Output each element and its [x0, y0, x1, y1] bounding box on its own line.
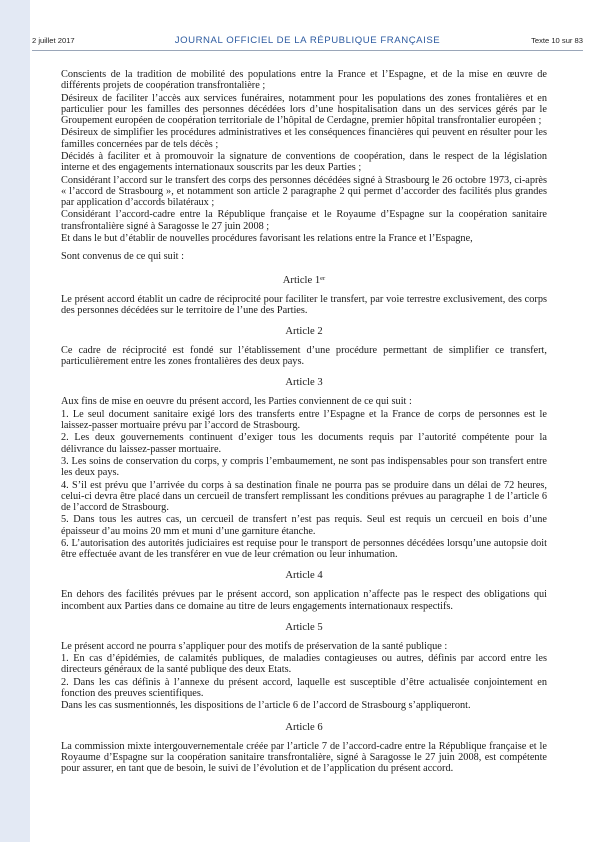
- article-4-heading: Article 4: [285, 570, 323, 582]
- article-3-paragraph: 5. Dans tous les autres cas, un cercueil de transfert n’est pas requis. Seul est requis un cercueil en bois d’une épaisseur d’au moins 20 mm et muni d’une garniture étanche.: [61, 514, 547, 537]
- preamble-paragraph: Désireux de faciliter l’accès aux services funéraires, notamment pour les populations des zones frontalières et en particulier pour les familles des personnes décédées lors d’une hospitalisation dans un des services gérés par le Groupement européen de coopération territoriale de l’hôpital de Cerdagne, premier hôpital transfrontalier européen ;: [61, 92, 547, 126]
- article-3-paragraph: 2. Les deux gouvernements continuent d’exiger tous les documents requis par l’autorité compétente pour la délivrance du laissez-passer mortuaire.: [61, 432, 547, 455]
- article-6-heading: Article 6: [285, 721, 323, 733]
- article-3-paragraph: 1. Le seul document sanitaire exigé lors des transferts entre l’Espagne et la France de corps de personnes est le laissez-passer mortuaire prévu par l’accord de Strasbourg.: [61, 408, 547, 431]
- article-5-paragraph: 2. Dans les cas définis à l’annexe du présent accord, laquelle est susceptible d’être actualisée conjointement en fonction des preuves scientifiques.: [61, 676, 547, 699]
- article-3-paragraph: Aux fins de mise en oeuvre du présent accord, les Parties conviennent de ce qui suit :: [61, 396, 412, 408]
- document-body: [61, 69, 547, 775]
- agreement-statement: Sont convenus de ce qui suit :: [61, 251, 184, 263]
- preamble-paragraph: Désireux de simplifier les procédures administratives et les conséquences financières qui peuvent en résulter pour les familles concernées par de tels décès ;: [61, 127, 547, 150]
- article-4-paragraph: En dehors des facilités prévues par le présent accord, son application n’affecte pas le respect des obligations qui incombent aux Parties dans ce domaine au titre de leurs engagements internationaux respectifs.: [61, 589, 547, 612]
- article-3-paragraph: 3. Les soins de conservation du corps, y compris l’embaumement, ne sont pas indispensables pour son transfert entre les deux pays.: [61, 455, 547, 479]
- preamble-paragraph: Décidés à faciliter et à promouvoir la signature de conventions de coopération, dans le respect de la législation interne et des engagements internationaux souscrits par les deux Parties ;: [61, 150, 547, 174]
- preamble-paragraph: Considérant l’accord-cadre entre la République française et le Royaume d’Espagne sur la coopération sanitaire transfrontalière signé à Saragosse le 27 juin 2008 ;: [61, 209, 547, 232]
- preamble-paragraph: Et dans le but d’établir de nouvelles procédures favorisant les relations entre la France et l’Espagne,: [61, 232, 473, 244]
- article-3-paragraph: 4. S’il est prévu que l’arrivée du corps à sa destination finale ne pourra pas se produire dans un délai de 72 heures, celui-ci devra être placé dans un cercueil de transfert remplissant les conditions prévues au paragraphe 1 de l’article 6 de l’accord de Strasbourg.: [61, 479, 547, 513]
- article-1-heading: Article 1er: [282, 274, 326, 286]
- article-5-heading: Article 5: [285, 621, 323, 633]
- article-5-paragraph: 1. En cas d’épidémies, de calamités publiques, de maladies contagieuses ou autres, définis par accord entre les directeurs généraux de la santé publique des deux Etats.: [61, 653, 547, 676]
- preamble-paragraph: Conscients de la tradition de mobilité des populations entre la France et l’Espagne, et de la mise en œuvre de différents projets de coopération transfrontalière ;: [61, 69, 547, 92]
- publication-date: 2 juillet 2017: [32, 36, 75, 45]
- journal-title: JOURNAL OFFICIEL DE LA RÉPUBLIQUE FRANÇAISE: [174, 35, 441, 46]
- article-5-paragraph: Dans les cas susmentionnés, les dispositions de l’article 6 de l’accord de Strasbourg s’appliqueront.: [61, 700, 471, 712]
- preamble-paragraph: Considérant l’accord sur le transfert des corps des personnes décédées signé à Strasbourg le 26 octobre 1973, ci-après « l’accord de Strasbourg », et notamment son article 2 paragraphe 2 qui permet d’accorder des facilités plus grandes par application d’accords bilatéraux ;: [61, 174, 547, 208]
- article-5-paragraph: Le présent accord ne pourra s’appliquer pour des motifs de préservation de la santé publique :: [61, 640, 448, 652]
- article-6-paragraph: La commission mixte intergouvernementale créée par l’article 7 de l’accord-cadre entre la République française et le Royaume d’Espagne sur la coopération sanitaire transfrontalière, signé à Saragosse le 27 juin 2008, est compétente pour assurer, en tant que de besoin, le suivi de l’évolution et de l’application du présent accord.: [61, 740, 547, 774]
- page-header: [32, 36, 583, 48]
- article-3-heading: Article 3: [285, 377, 323, 389]
- article-1-paragraph: Le présent accord établit un cadre de réciprocité pour faciliter le transfert, par voie terrestre exclusivement, des corps des personnes décédées sur le territoire de l’une des Parties.: [61, 293, 547, 316]
- page-margin-band: [0, 0, 30, 842]
- article-3-paragraph: 6. L’autorisation des autorités judiciaires est requise pour le transport de personnes décédées lorsqu’une autopsie doit être effectuée avant de les transférer en vue de leur crémation ou leur inhumation.: [61, 537, 547, 561]
- text-number: Texte 10 sur 83: [531, 36, 583, 45]
- header-divider: [32, 50, 583, 51]
- article-2-heading: Article 2: [285, 325, 323, 337]
- article-2-paragraph: Ce cadre de réciprocité est fondé sur l’établissement d’une procédure permettant de simplifier ce transfert, particulièrement entre les zones frontalières des deux pays.: [61, 344, 547, 368]
